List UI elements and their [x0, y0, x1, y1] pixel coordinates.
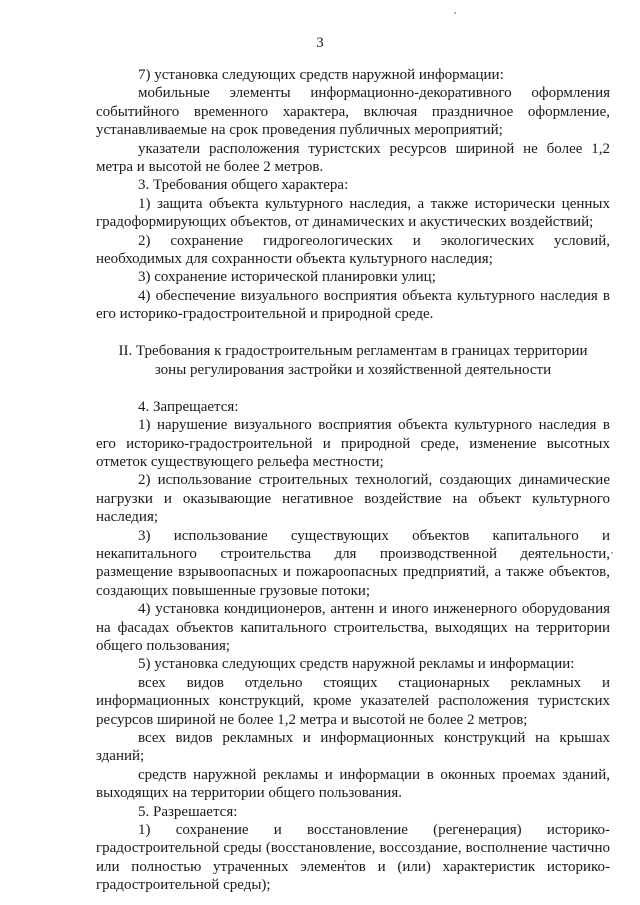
section-heading-line: II. Требования к градостроительным регламентам в границах территории — [118, 342, 588, 359]
paragraph: средств наружной рекламы и информации в оконных проемах зданий, выходящих на территории общего пользования. — [96, 766, 610, 802]
paragraph: 1) нарушение визуального восприятия объекта культурного наследия в его историко-градостроительной и природной среде, изменение высотных отметок существующего рельефа местности; — [96, 417, 610, 470]
paragraph: 3. Требования общего характера: — [138, 177, 349, 194]
paragraph: 3) сохранение исторической планировки улиц; — [138, 269, 436, 286]
paragraph: 1) сохранение и восстановление (регенерация) историко-градостроительной среды (восстановление, воссоздание, восполнение частично или полностью утраченных элементов и (или) характеристик историко-градостроительной среды); — [96, 822, 610, 894]
paragraph: 7) установка следующих средств наружной информации: — [138, 67, 504, 83]
paragraph: 4. Запрещается: — [138, 398, 239, 415]
paragraph: указатели расположения туристских ресурсов шириной не более 1,2 метра и высотой не более 2 метров. — [96, 140, 610, 176]
paragraph: 5) установка следующих средств наружной рекламы и информации: — [138, 656, 575, 673]
scan-speck — [454, 12, 456, 14]
paragraph: всех видов рекламных и информационных конструкций на крышах зданий; — [96, 730, 610, 765]
scan-speck — [611, 552, 613, 554]
paragraph: 4) установка кондиционеров, антенн и иного инженерного оборудования на фасадах объектов капитального строительства, выходящих на территории общего пользования; — [96, 601, 610, 654]
paragraph: 3) использование существующих объектов капитального и некапитального строительства для производственной деятельности, размещение взрывоопасных и пожароопасных предприятий, а также объектов, создающих повышенные грузовые потоки; — [96, 527, 610, 599]
section-heading — [96, 342, 610, 380]
paragraph: 2) использование строительных технологий, создающих динамические нагрузки и оказывающие негативное воздействие на объект культурного наследия; — [96, 472, 610, 526]
paragraph: мобильные элементы информационно-декоративного оформления событийного временного характера, включая праздничное оформление, устанавливаемые на срок проведения публичных мероприятий; — [96, 85, 610, 139]
paragraph: 1) защита объекта культурного наследия, а также исторически ценных градоформирующих объектов, от динамических и акустических воздействий; — [96, 195, 610, 231]
document-body — [96, 66, 610, 895]
section-heading-line: зоны регулирования застройки и хозяйственной деятельности — [154, 361, 552, 378]
paragraph: всех видов отдельно стоящих стационарных рекламных и информационных конструкций, кроме указателей расположения туристских ресурсов шириной не более 1,2 метра и высотой не более 2 метров; — [96, 674, 610, 728]
paragraph: 5. Разрешается: — [138, 803, 238, 820]
paragraph: 2) сохранение гидрогеологических и экологических условий, необходимых для сохранности объекта культурного наследия; — [96, 232, 610, 268]
page-number: 3 — [316, 35, 324, 51]
paragraph: 4) обеспечение визуального восприятия объекта культурного наследия в его историко-градостроительной и природной среде. — [96, 287, 610, 323]
